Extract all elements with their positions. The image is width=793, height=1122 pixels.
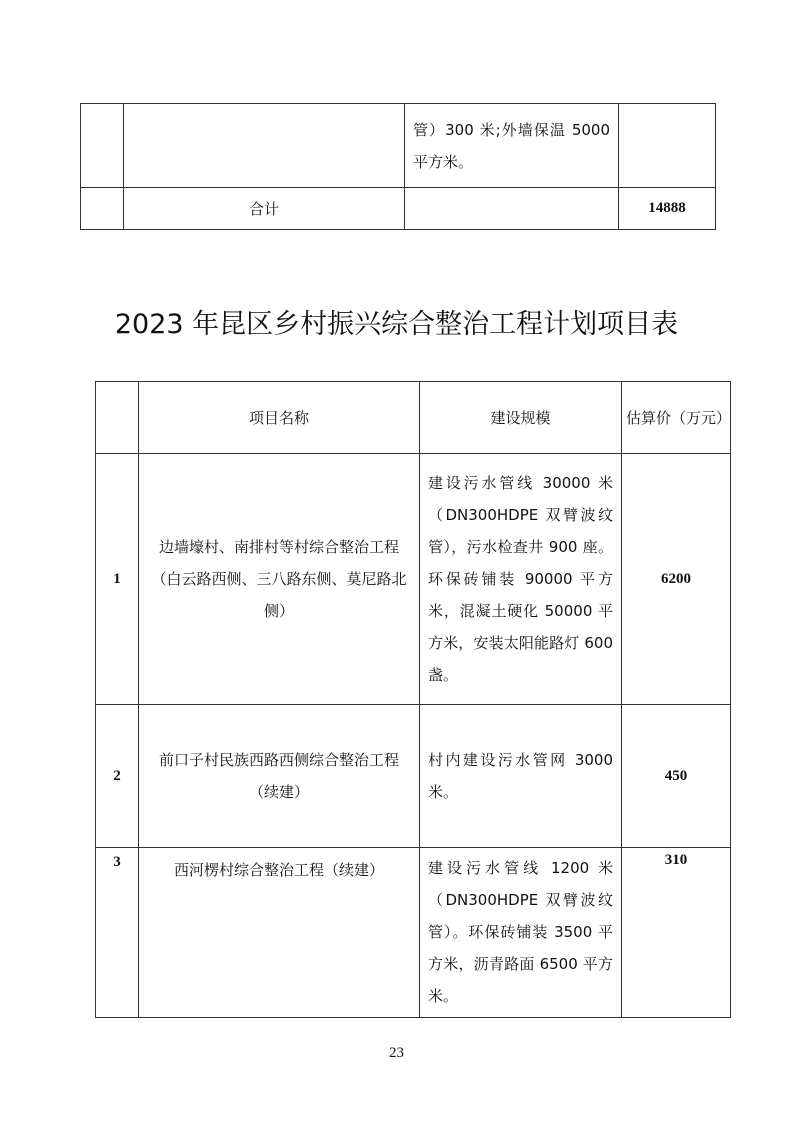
project-table: [95, 381, 731, 1018]
header-number: [96, 382, 139, 454]
row-number-cell: [81, 104, 124, 188]
construction-scale: 村内建设污水管网 3000 米。: [420, 705, 622, 848]
total-row: [81, 188, 716, 230]
continued-table: [80, 103, 716, 230]
table-row: [81, 104, 716, 188]
total-cost: 14888: [619, 188, 716, 230]
table-row: [96, 454, 731, 705]
project-name-cell: [124, 104, 405, 188]
page-title: 2023 年昆区乡村振兴综合整治工程计划项目表: [114, 309, 679, 340]
row-number: 3: [96, 848, 139, 1018]
page-number: 23: [389, 1045, 404, 1061]
row-number: 1: [96, 454, 139, 705]
total-scale-cell: [405, 188, 619, 230]
table-row: [96, 848, 731, 1018]
cost-cell: [619, 104, 716, 188]
project-name: 西河楞村综合整治工程（续建）: [139, 848, 420, 1018]
construction-scale: 建设污水管线 1200 米（DN300HDPE 双臂波纹管）。环保砖铺装 3500 平方米，沥青路面 6500 平方米。: [420, 848, 622, 1018]
row-number: 2: [96, 705, 139, 848]
header-cost: 估算价（万元）: [622, 382, 731, 454]
project-name: 前口子村民族西路西侧综合整治工程（续建）: [139, 705, 420, 848]
project-name: 边墙壕村、南排村等村综合整治工程（白云路西侧、三八路东侧、莫尼路北侧）: [139, 454, 420, 705]
header-scale: 建设规模: [420, 382, 622, 454]
estimated-cost: 6200: [622, 454, 731, 705]
estimated-cost: 310: [622, 848, 731, 1018]
table-header-row: [96, 382, 731, 454]
total-label: 合计: [124, 188, 405, 230]
construction-scale: 建设污水管线 30000 米（DN300HDPE 双臂波纹管），污水检查井 900 座。环保砖铺装 90000 平方米，混凝土硬化 50000 平方米，安装太阳能路灯 600 盏。: [420, 454, 622, 705]
header-project-name: 项目名称: [139, 382, 420, 454]
estimated-cost: 450: [622, 705, 731, 848]
table-row: [96, 705, 731, 848]
scale-cell: 管）300 米;外墙保温 5000 平方米。: [405, 104, 619, 188]
